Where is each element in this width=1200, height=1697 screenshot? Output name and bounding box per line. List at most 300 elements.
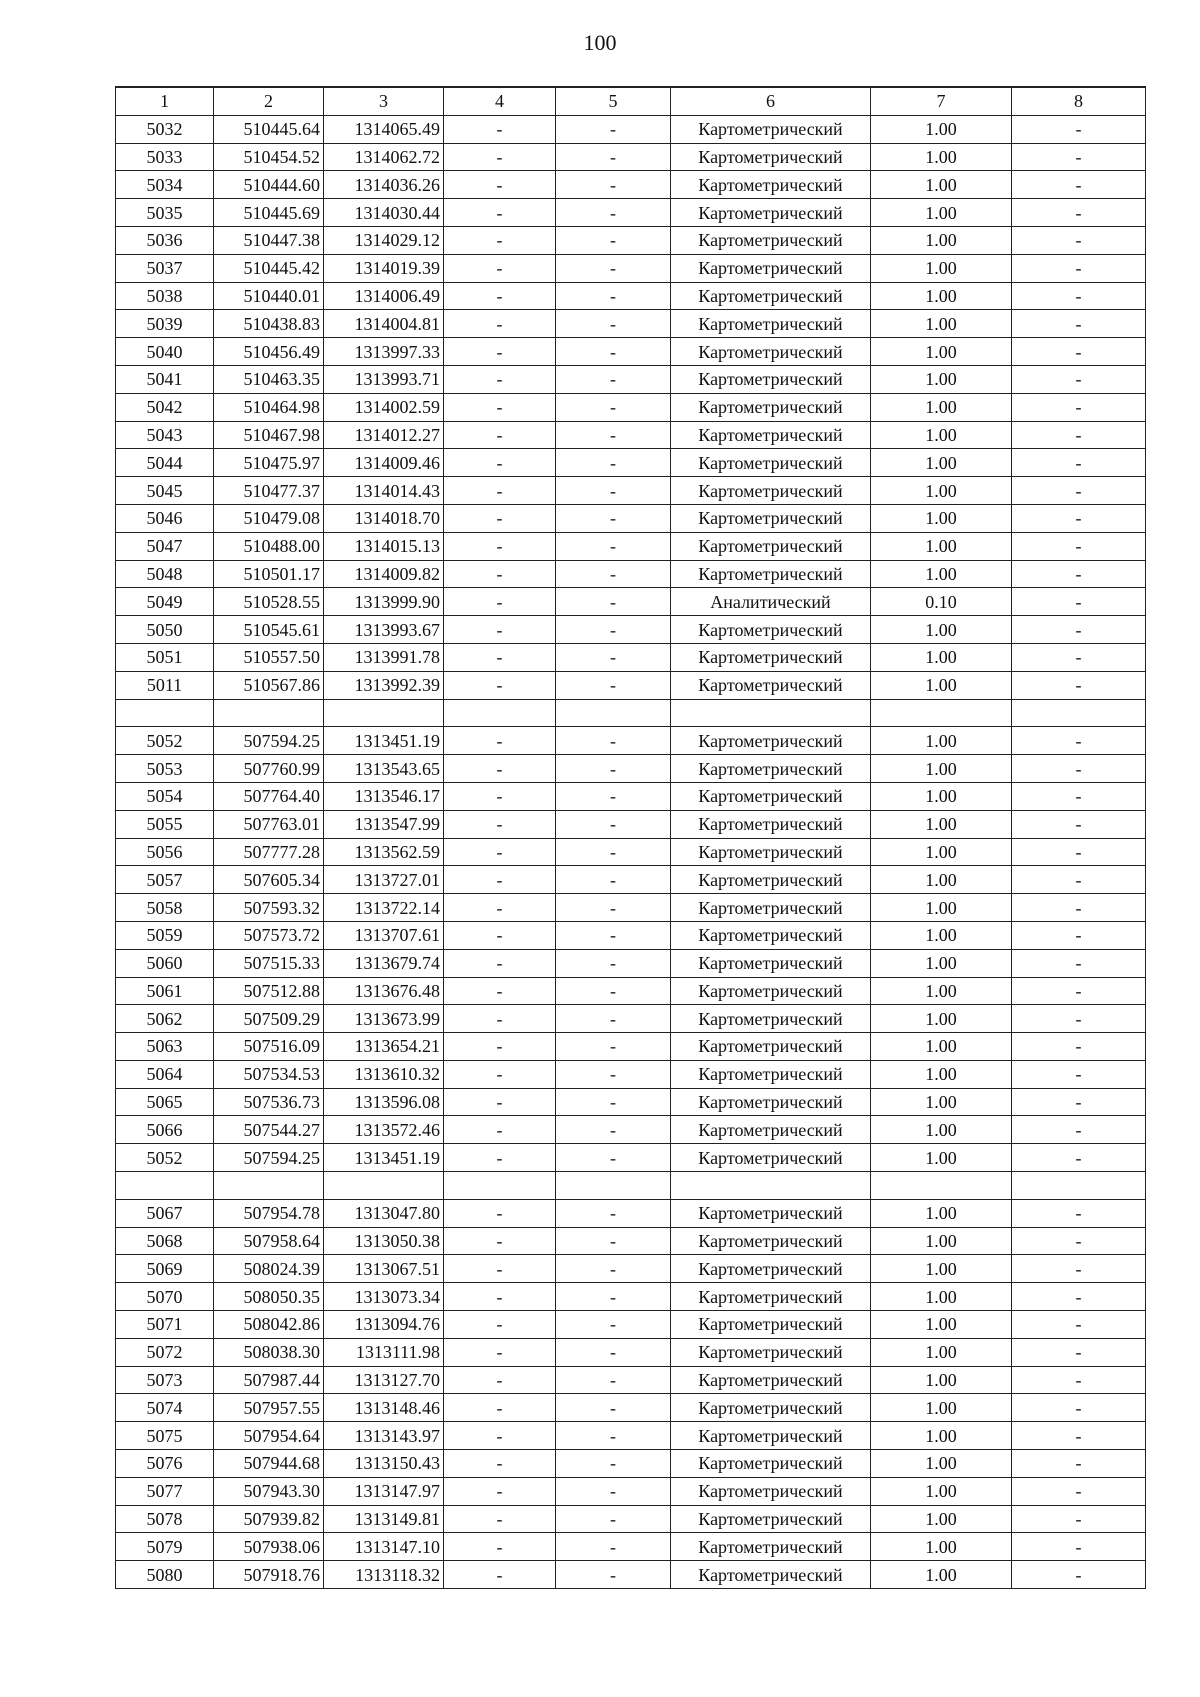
col-4-cell: - xyxy=(444,1144,556,1172)
method-cell: Картометрический xyxy=(671,755,871,783)
accuracy-cell: 1.00 xyxy=(871,1422,1012,1450)
table-row xyxy=(116,1116,1146,1144)
point-number-cell: 5045 xyxy=(116,477,214,505)
col-4-cell: - xyxy=(444,949,556,977)
method-cell: Картометрический xyxy=(671,1338,871,1366)
coord-y-cell: 1313707.61 xyxy=(324,921,444,949)
table-row xyxy=(116,616,1146,644)
method-cell: Картометрический xyxy=(671,727,871,755)
accuracy-cell: 1.00 xyxy=(871,727,1012,755)
col-4-cell: - xyxy=(444,838,556,866)
table-row xyxy=(116,310,1146,338)
coord-y-cell: 1314009.82 xyxy=(324,560,444,588)
col-4-cell: - xyxy=(444,1060,556,1088)
accuracy-cell: 1.00 xyxy=(871,1088,1012,1116)
point-number-cell: 5039 xyxy=(116,310,214,338)
table-separator-row xyxy=(116,1172,1146,1200)
col-4-cell: - xyxy=(444,393,556,421)
coord-x-cell: 507939.82 xyxy=(214,1505,324,1533)
method-cell: Картометрический xyxy=(671,1116,871,1144)
coord-x-cell: 507544.27 xyxy=(214,1116,324,1144)
coord-x-cell: 507594.25 xyxy=(214,727,324,755)
coord-y-cell: 1313999.90 xyxy=(324,588,444,616)
table-row xyxy=(116,755,1146,783)
table-row xyxy=(116,949,1146,977)
point-number-cell: 5058 xyxy=(116,894,214,922)
method-cell: Картометрический xyxy=(671,949,871,977)
method-cell: Картометрический xyxy=(671,1199,871,1227)
method-cell: Картометрический xyxy=(671,616,871,644)
col-4-cell: - xyxy=(444,477,556,505)
coord-x-cell: 507516.09 xyxy=(214,1033,324,1061)
col-5-cell: - xyxy=(556,921,671,949)
col-5-cell xyxy=(556,699,671,727)
coord-y-cell: 1313150.43 xyxy=(324,1450,444,1478)
col-8-cell: - xyxy=(1012,143,1146,171)
point-number-cell: 5035 xyxy=(116,199,214,227)
col-8-cell: - xyxy=(1012,782,1146,810)
method-cell xyxy=(671,1172,871,1200)
coord-y-cell: 1313673.99 xyxy=(324,1005,444,1033)
method-cell: Картометрический xyxy=(671,643,871,671)
table-row xyxy=(116,1394,1146,1422)
col-4-cell: - xyxy=(444,1033,556,1061)
accuracy-cell: 0.10 xyxy=(871,588,1012,616)
coord-y-cell: 1314009.46 xyxy=(324,449,444,477)
col-8-cell: - xyxy=(1012,1033,1146,1061)
col-4-cell: - xyxy=(444,226,556,254)
point-number-cell: 5079 xyxy=(116,1533,214,1561)
point-number-cell: 5059 xyxy=(116,921,214,949)
accuracy-cell: 1.00 xyxy=(871,143,1012,171)
accuracy-cell: 1.00 xyxy=(871,1033,1012,1061)
accuracy-cell: 1.00 xyxy=(871,949,1012,977)
method-cell: Картометрический xyxy=(671,560,871,588)
coord-y-cell: 1314019.39 xyxy=(324,254,444,282)
table-row xyxy=(116,1227,1146,1255)
col-8-cell: - xyxy=(1012,338,1146,366)
table-row xyxy=(116,115,1146,143)
col-5-cell: - xyxy=(556,755,671,783)
coord-y-cell: 1314065.49 xyxy=(324,115,444,143)
col-5-cell: - xyxy=(556,338,671,366)
col-5-cell: - xyxy=(556,671,671,699)
point-number-cell xyxy=(116,1172,214,1200)
table-row xyxy=(116,838,1146,866)
coord-y-cell: 1313149.81 xyxy=(324,1505,444,1533)
col-4-cell: - xyxy=(444,588,556,616)
accuracy-cell: 1.00 xyxy=(871,365,1012,393)
col-4-cell: - xyxy=(444,1338,556,1366)
coord-y-cell: 1314006.49 xyxy=(324,282,444,310)
col-5-cell: - xyxy=(556,421,671,449)
point-number-cell xyxy=(116,699,214,727)
col-4-cell: - xyxy=(444,338,556,366)
coord-x-cell: 510438.83 xyxy=(214,310,324,338)
col-8-cell: - xyxy=(1012,1116,1146,1144)
coord-y-cell: 1313991.78 xyxy=(324,643,444,671)
point-number-cell: 5071 xyxy=(116,1311,214,1339)
table-row xyxy=(116,504,1146,532)
coord-x-cell: 508050.35 xyxy=(214,1283,324,1311)
point-number-cell: 5065 xyxy=(116,1088,214,1116)
col-8-cell xyxy=(1012,1172,1146,1200)
col-4-cell: - xyxy=(444,310,556,338)
col-5-cell: - xyxy=(556,1088,671,1116)
coord-y-cell: 1314004.81 xyxy=(324,310,444,338)
column-header-8: 8 xyxy=(1012,87,1146,115)
table-row xyxy=(116,1477,1146,1505)
accuracy-cell: 1.00 xyxy=(871,310,1012,338)
table-row xyxy=(116,921,1146,949)
coord-y-cell: 1314018.70 xyxy=(324,504,444,532)
coord-y-cell: 1314012.27 xyxy=(324,421,444,449)
point-number-cell: 5050 xyxy=(116,616,214,644)
point-number-cell: 5055 xyxy=(116,810,214,838)
coord-x-cell: 507594.25 xyxy=(214,1144,324,1172)
method-cell: Картометрический xyxy=(671,1422,871,1450)
accuracy-cell: 1.00 xyxy=(871,532,1012,560)
method-cell: Картометрический xyxy=(671,1505,871,1533)
table-row xyxy=(116,588,1146,616)
point-number-cell: 5072 xyxy=(116,1338,214,1366)
col-5-cell: - xyxy=(556,949,671,977)
col-4-cell: - xyxy=(444,1199,556,1227)
coordinates-table xyxy=(115,86,1146,1589)
col-8-cell: - xyxy=(1012,727,1146,755)
col-4-cell: - xyxy=(444,921,556,949)
coord-x-cell: 510475.97 xyxy=(214,449,324,477)
point-number-cell: 5078 xyxy=(116,1505,214,1533)
col-4-cell xyxy=(444,1172,556,1200)
coord-y-cell: 1314002.59 xyxy=(324,393,444,421)
col-5-cell: - xyxy=(556,1477,671,1505)
table-row xyxy=(116,282,1146,310)
coord-y-cell: 1313547.99 xyxy=(324,810,444,838)
coord-y-cell: 1313722.14 xyxy=(324,894,444,922)
coord-x-cell xyxy=(214,699,324,727)
table-row xyxy=(116,782,1146,810)
col-5-cell: - xyxy=(556,504,671,532)
col-8-cell: - xyxy=(1012,1422,1146,1450)
col-8-cell: - xyxy=(1012,504,1146,532)
accuracy-cell: 1.00 xyxy=(871,393,1012,421)
accuracy-cell: 1.00 xyxy=(871,115,1012,143)
col-4-cell: - xyxy=(444,1422,556,1450)
method-cell: Картометрический xyxy=(671,866,871,894)
coord-y-cell: 1313047.80 xyxy=(324,1199,444,1227)
col-8-cell xyxy=(1012,699,1146,727)
accuracy-cell: 1.00 xyxy=(871,810,1012,838)
col-8-cell: - xyxy=(1012,1255,1146,1283)
coord-y-cell: 1314062.72 xyxy=(324,143,444,171)
col-4-cell: - xyxy=(444,449,556,477)
method-cell: Картометрический xyxy=(671,921,871,949)
col-8-cell: - xyxy=(1012,560,1146,588)
table-row xyxy=(116,1450,1146,1478)
table-separator-row xyxy=(116,699,1146,727)
col-8-cell: - xyxy=(1012,1311,1146,1339)
method-cell xyxy=(671,699,871,727)
coord-x-cell: 510477.37 xyxy=(214,477,324,505)
method-cell: Картометрический xyxy=(671,338,871,366)
col-4-cell: - xyxy=(444,1533,556,1561)
col-4-cell: - xyxy=(444,1505,556,1533)
col-5-cell: - xyxy=(556,477,671,505)
accuracy-cell: 1.00 xyxy=(871,921,1012,949)
coord-y-cell: 1313596.08 xyxy=(324,1088,444,1116)
coord-x-cell: 510445.69 xyxy=(214,199,324,227)
method-cell: Картометрический xyxy=(671,1561,871,1589)
col-5-cell: - xyxy=(556,782,671,810)
coord-x-cell: 510444.60 xyxy=(214,171,324,199)
table-row xyxy=(116,1005,1146,1033)
point-number-cell: 5068 xyxy=(116,1227,214,1255)
accuracy-cell: 1.00 xyxy=(871,977,1012,1005)
point-number-cell: 5032 xyxy=(116,115,214,143)
table-row xyxy=(116,1422,1146,1450)
method-cell: Картометрический xyxy=(671,782,871,810)
method-cell: Картометрический xyxy=(671,254,871,282)
accuracy-cell: 1.00 xyxy=(871,1450,1012,1478)
table-row xyxy=(116,171,1146,199)
col-8-cell: - xyxy=(1012,921,1146,949)
col-5-cell: - xyxy=(556,1505,671,1533)
coord-y-cell: 1313572.46 xyxy=(324,1116,444,1144)
col-8-cell: - xyxy=(1012,671,1146,699)
point-number-cell: 5063 xyxy=(116,1033,214,1061)
accuracy-cell: 1.00 xyxy=(871,782,1012,810)
coord-y-cell: 1314030.44 xyxy=(324,199,444,227)
point-number-cell: 5062 xyxy=(116,1005,214,1033)
accuracy-cell: 1.00 xyxy=(871,1060,1012,1088)
accuracy-cell: 1.00 xyxy=(871,1533,1012,1561)
method-cell: Картометрический xyxy=(671,199,871,227)
point-number-cell: 5073 xyxy=(116,1366,214,1394)
method-cell: Картометрический xyxy=(671,1088,871,1116)
method-cell: Картометрический xyxy=(671,1060,871,1088)
method-cell: Картометрический xyxy=(671,1477,871,1505)
point-number-cell: 5077 xyxy=(116,1477,214,1505)
col-8-cell: - xyxy=(1012,393,1146,421)
method-cell: Картометрический xyxy=(671,1005,871,1033)
col-8-cell: - xyxy=(1012,588,1146,616)
col-5-cell: - xyxy=(556,199,671,227)
col-5-cell: - xyxy=(556,1255,671,1283)
col-4-cell: - xyxy=(444,199,556,227)
coord-x-cell: 510557.50 xyxy=(214,643,324,671)
method-cell: Картометрический xyxy=(671,421,871,449)
table-row xyxy=(116,1199,1146,1227)
method-cell: Картометрический xyxy=(671,810,871,838)
coord-x-cell: 507957.55 xyxy=(214,1394,324,1422)
coord-y-cell xyxy=(324,699,444,727)
method-cell: Картометрический xyxy=(671,365,871,393)
point-number-cell: 5011 xyxy=(116,671,214,699)
method-cell: Картометрический xyxy=(671,1033,871,1061)
point-number-cell: 5054 xyxy=(116,782,214,810)
col-5-cell: - xyxy=(556,616,671,644)
col-5-cell: - xyxy=(556,1533,671,1561)
method-cell: Картометрический xyxy=(671,393,871,421)
col-5-cell: - xyxy=(556,1422,671,1450)
col-4-cell: - xyxy=(444,365,556,393)
coord-y-cell: 1313654.21 xyxy=(324,1033,444,1061)
col-8-cell: - xyxy=(1012,365,1146,393)
method-cell: Картометрический xyxy=(671,310,871,338)
header-row xyxy=(116,87,1146,115)
table-row xyxy=(116,810,1146,838)
col-5-cell: - xyxy=(556,282,671,310)
col-8-cell: - xyxy=(1012,449,1146,477)
column-header-5: 5 xyxy=(556,87,671,115)
point-number-cell: 5053 xyxy=(116,755,214,783)
col-8-cell: - xyxy=(1012,616,1146,644)
method-cell: Картометрический xyxy=(671,532,871,560)
coord-y-cell: 1314015.13 xyxy=(324,532,444,560)
coord-x-cell: 510567.86 xyxy=(214,671,324,699)
column-header-1: 1 xyxy=(116,87,214,115)
col-5-cell: - xyxy=(556,1199,671,1227)
accuracy-cell: 1.00 xyxy=(871,866,1012,894)
accuracy-cell: 1.00 xyxy=(871,671,1012,699)
coord-x-cell: 507763.01 xyxy=(214,810,324,838)
accuracy-cell: 1.00 xyxy=(871,338,1012,366)
col-5-cell: - xyxy=(556,1227,671,1255)
coord-x-cell: 507987.44 xyxy=(214,1366,324,1394)
col-4-cell: - xyxy=(444,532,556,560)
col-8-cell: - xyxy=(1012,977,1146,1005)
coord-y-cell: 1313111.98 xyxy=(324,1338,444,1366)
point-number-cell: 5048 xyxy=(116,560,214,588)
point-number-cell: 5033 xyxy=(116,143,214,171)
point-number-cell: 5060 xyxy=(116,949,214,977)
point-number-cell: 5074 xyxy=(116,1394,214,1422)
col-4-cell: - xyxy=(444,1005,556,1033)
accuracy-cell: 1.00 xyxy=(871,1144,1012,1172)
coord-y-cell: 1313543.65 xyxy=(324,755,444,783)
col-4-cell: - xyxy=(444,1477,556,1505)
col-5-cell: - xyxy=(556,810,671,838)
point-number-cell: 5066 xyxy=(116,1116,214,1144)
col-4-cell: - xyxy=(444,504,556,532)
col-5-cell: - xyxy=(556,1283,671,1311)
coord-x-cell: 507534.53 xyxy=(214,1060,324,1088)
table-row xyxy=(116,421,1146,449)
accuracy-cell: 1.00 xyxy=(871,1394,1012,1422)
col-5-cell: - xyxy=(556,143,671,171)
point-number-cell: 5036 xyxy=(116,226,214,254)
col-8-cell: - xyxy=(1012,1477,1146,1505)
coord-x-cell: 507512.88 xyxy=(214,977,324,1005)
table-row xyxy=(116,727,1146,755)
point-number-cell: 5052 xyxy=(116,1144,214,1172)
method-cell: Картометрический xyxy=(671,1255,871,1283)
page-number: 100 xyxy=(583,30,617,55)
col-4-cell: - xyxy=(444,894,556,922)
col-5-cell: - xyxy=(556,226,671,254)
coord-x-cell: 510464.98 xyxy=(214,393,324,421)
table-row xyxy=(116,1060,1146,1088)
coord-x-cell: 510463.35 xyxy=(214,365,324,393)
col-4-cell: - xyxy=(444,115,556,143)
accuracy-cell: 1.00 xyxy=(871,894,1012,922)
point-number-cell: 5056 xyxy=(116,838,214,866)
accuracy-cell: 1.00 xyxy=(871,421,1012,449)
col-5-cell: - xyxy=(556,727,671,755)
coord-y-cell: 1313118.32 xyxy=(324,1561,444,1589)
col-5-cell: - xyxy=(556,449,671,477)
col-8-cell: - xyxy=(1012,1088,1146,1116)
col-4-cell: - xyxy=(444,421,556,449)
col-8-cell: - xyxy=(1012,755,1146,783)
col-4-cell: - xyxy=(444,1283,556,1311)
coord-x-cell: 510528.55 xyxy=(214,588,324,616)
table-row xyxy=(116,1283,1146,1311)
table-row xyxy=(116,226,1146,254)
accuracy-cell: 1.00 xyxy=(871,1255,1012,1283)
col-8-cell: - xyxy=(1012,477,1146,505)
coord-x-cell: 507944.68 xyxy=(214,1450,324,1478)
col-4-cell: - xyxy=(444,1088,556,1116)
method-cell: Картометрический xyxy=(671,1144,871,1172)
accuracy-cell: 1.00 xyxy=(871,199,1012,227)
col-4-cell: - xyxy=(444,171,556,199)
coord-y-cell: 1313148.46 xyxy=(324,1394,444,1422)
coord-y-cell: 1313147.97 xyxy=(324,1477,444,1505)
col-5-cell: - xyxy=(556,1338,671,1366)
col-5-cell: - xyxy=(556,1366,671,1394)
col-4-cell: - xyxy=(444,727,556,755)
col-5-cell: - xyxy=(556,171,671,199)
coord-x-cell: 507593.32 xyxy=(214,894,324,922)
col-5-cell: - xyxy=(556,838,671,866)
accuracy-cell: 1.00 xyxy=(871,1338,1012,1366)
coord-x-cell: 507760.99 xyxy=(214,755,324,783)
col-4-cell: - xyxy=(444,782,556,810)
method-cell: Картометрический xyxy=(671,1450,871,1478)
col-5-cell: - xyxy=(556,1060,671,1088)
col-5-cell: - xyxy=(556,115,671,143)
col-5-cell: - xyxy=(556,254,671,282)
method-cell: Картометрический xyxy=(671,977,871,1005)
col-8-cell: - xyxy=(1012,532,1146,560)
table-row xyxy=(116,560,1146,588)
accuracy-cell xyxy=(871,699,1012,727)
col-8-cell: - xyxy=(1012,1060,1146,1088)
table-row xyxy=(116,532,1146,560)
point-number-cell: 5067 xyxy=(116,1199,214,1227)
accuracy-cell: 1.00 xyxy=(871,560,1012,588)
col-5-cell: - xyxy=(556,1033,671,1061)
col-8-cell: - xyxy=(1012,282,1146,310)
point-number-cell: 5040 xyxy=(116,338,214,366)
point-number-cell: 5043 xyxy=(116,421,214,449)
col-8-cell: - xyxy=(1012,199,1146,227)
coord-y-cell: 1313143.97 xyxy=(324,1422,444,1450)
table-row xyxy=(116,254,1146,282)
table-row xyxy=(116,338,1146,366)
coord-y-cell: 1313727.01 xyxy=(324,866,444,894)
col-8-cell: - xyxy=(1012,226,1146,254)
col-4-cell: - xyxy=(444,560,556,588)
table-row xyxy=(116,894,1146,922)
method-cell: Картометрический xyxy=(671,143,871,171)
table-row xyxy=(116,1033,1146,1061)
table-row xyxy=(116,1255,1146,1283)
point-number-cell: 5038 xyxy=(116,282,214,310)
coord-x-cell xyxy=(214,1172,324,1200)
